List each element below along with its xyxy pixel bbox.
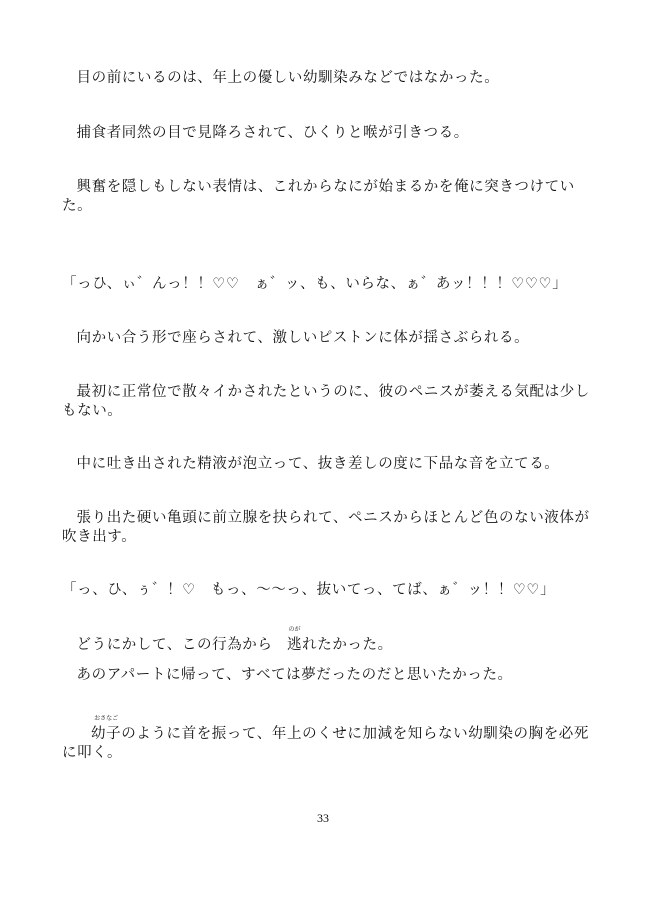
paragraph-4: 向かい合う形で座らされて、激しいピストンに体が揺さぶられる。 [76,330,530,346]
paragraph-6: 中に吐き出された精液が泡立って、抜き差しの度に下品な音を立てる。 [76,456,560,472]
ruby-base: 逃 [287,637,303,653]
ruby-base: 幼子 [91,726,122,742]
paragraph-9: あのアパートに帰って、すべては夢だったのだと思いたかった。 [76,667,513,683]
paragraph-10-text: のように首を振って、年上のくせに加減を知らない幼馴染の胸を必死に叩く。 [62,726,590,761]
dialogue-2: 「っ、ひ、ぅ゛！♡ もっ、〜〜っ、抜いてっ、てば、ぁ゛ッ！！♡♡」 [62,582,556,598]
page-number: 33 [317,811,329,825]
paragraph-8-text-pre: どうにかして、この行為から [76,637,273,653]
paragraph-1: 目の前にいるのは、年上の優しい幼馴染みなどではなかった。 [76,70,500,86]
dialogue-1: 「っひ、ぃ゛んっ！！♡♡ ぁ゛ッ、も、いらな、ぁ゛あッ！！！♡♡♡」 [62,276,568,292]
paragraph-3: 興奮を隠しもしない表情は、これからなにが始まるかを俺に突きつけていた。 [62,179,575,214]
ruby-word-osanago [77,715,122,744]
paragraph-8 [62,626,592,655]
paragraph-8-text-post: れたかった。 [302,637,393,653]
paragraph-5: 最初に正常位で散々イかされたというのに、彼のペニスが萎える気配は少しもない。 [62,384,590,419]
paragraph-7: 張り出た硬い亀頭に前立腺を抉られて、ペニスからほとんど色のない液体が吹き出す。 [62,510,590,545]
paragraph-2: 捕食者同然の目で見降ろされて、ひくりと喉が引きつる。 [76,125,469,141]
ruby-annotation: のが [288,626,301,633]
ruby-word-nogare [273,626,303,655]
paragraph-10 [62,715,592,763]
ruby-annotation: おさなご [94,715,119,722]
